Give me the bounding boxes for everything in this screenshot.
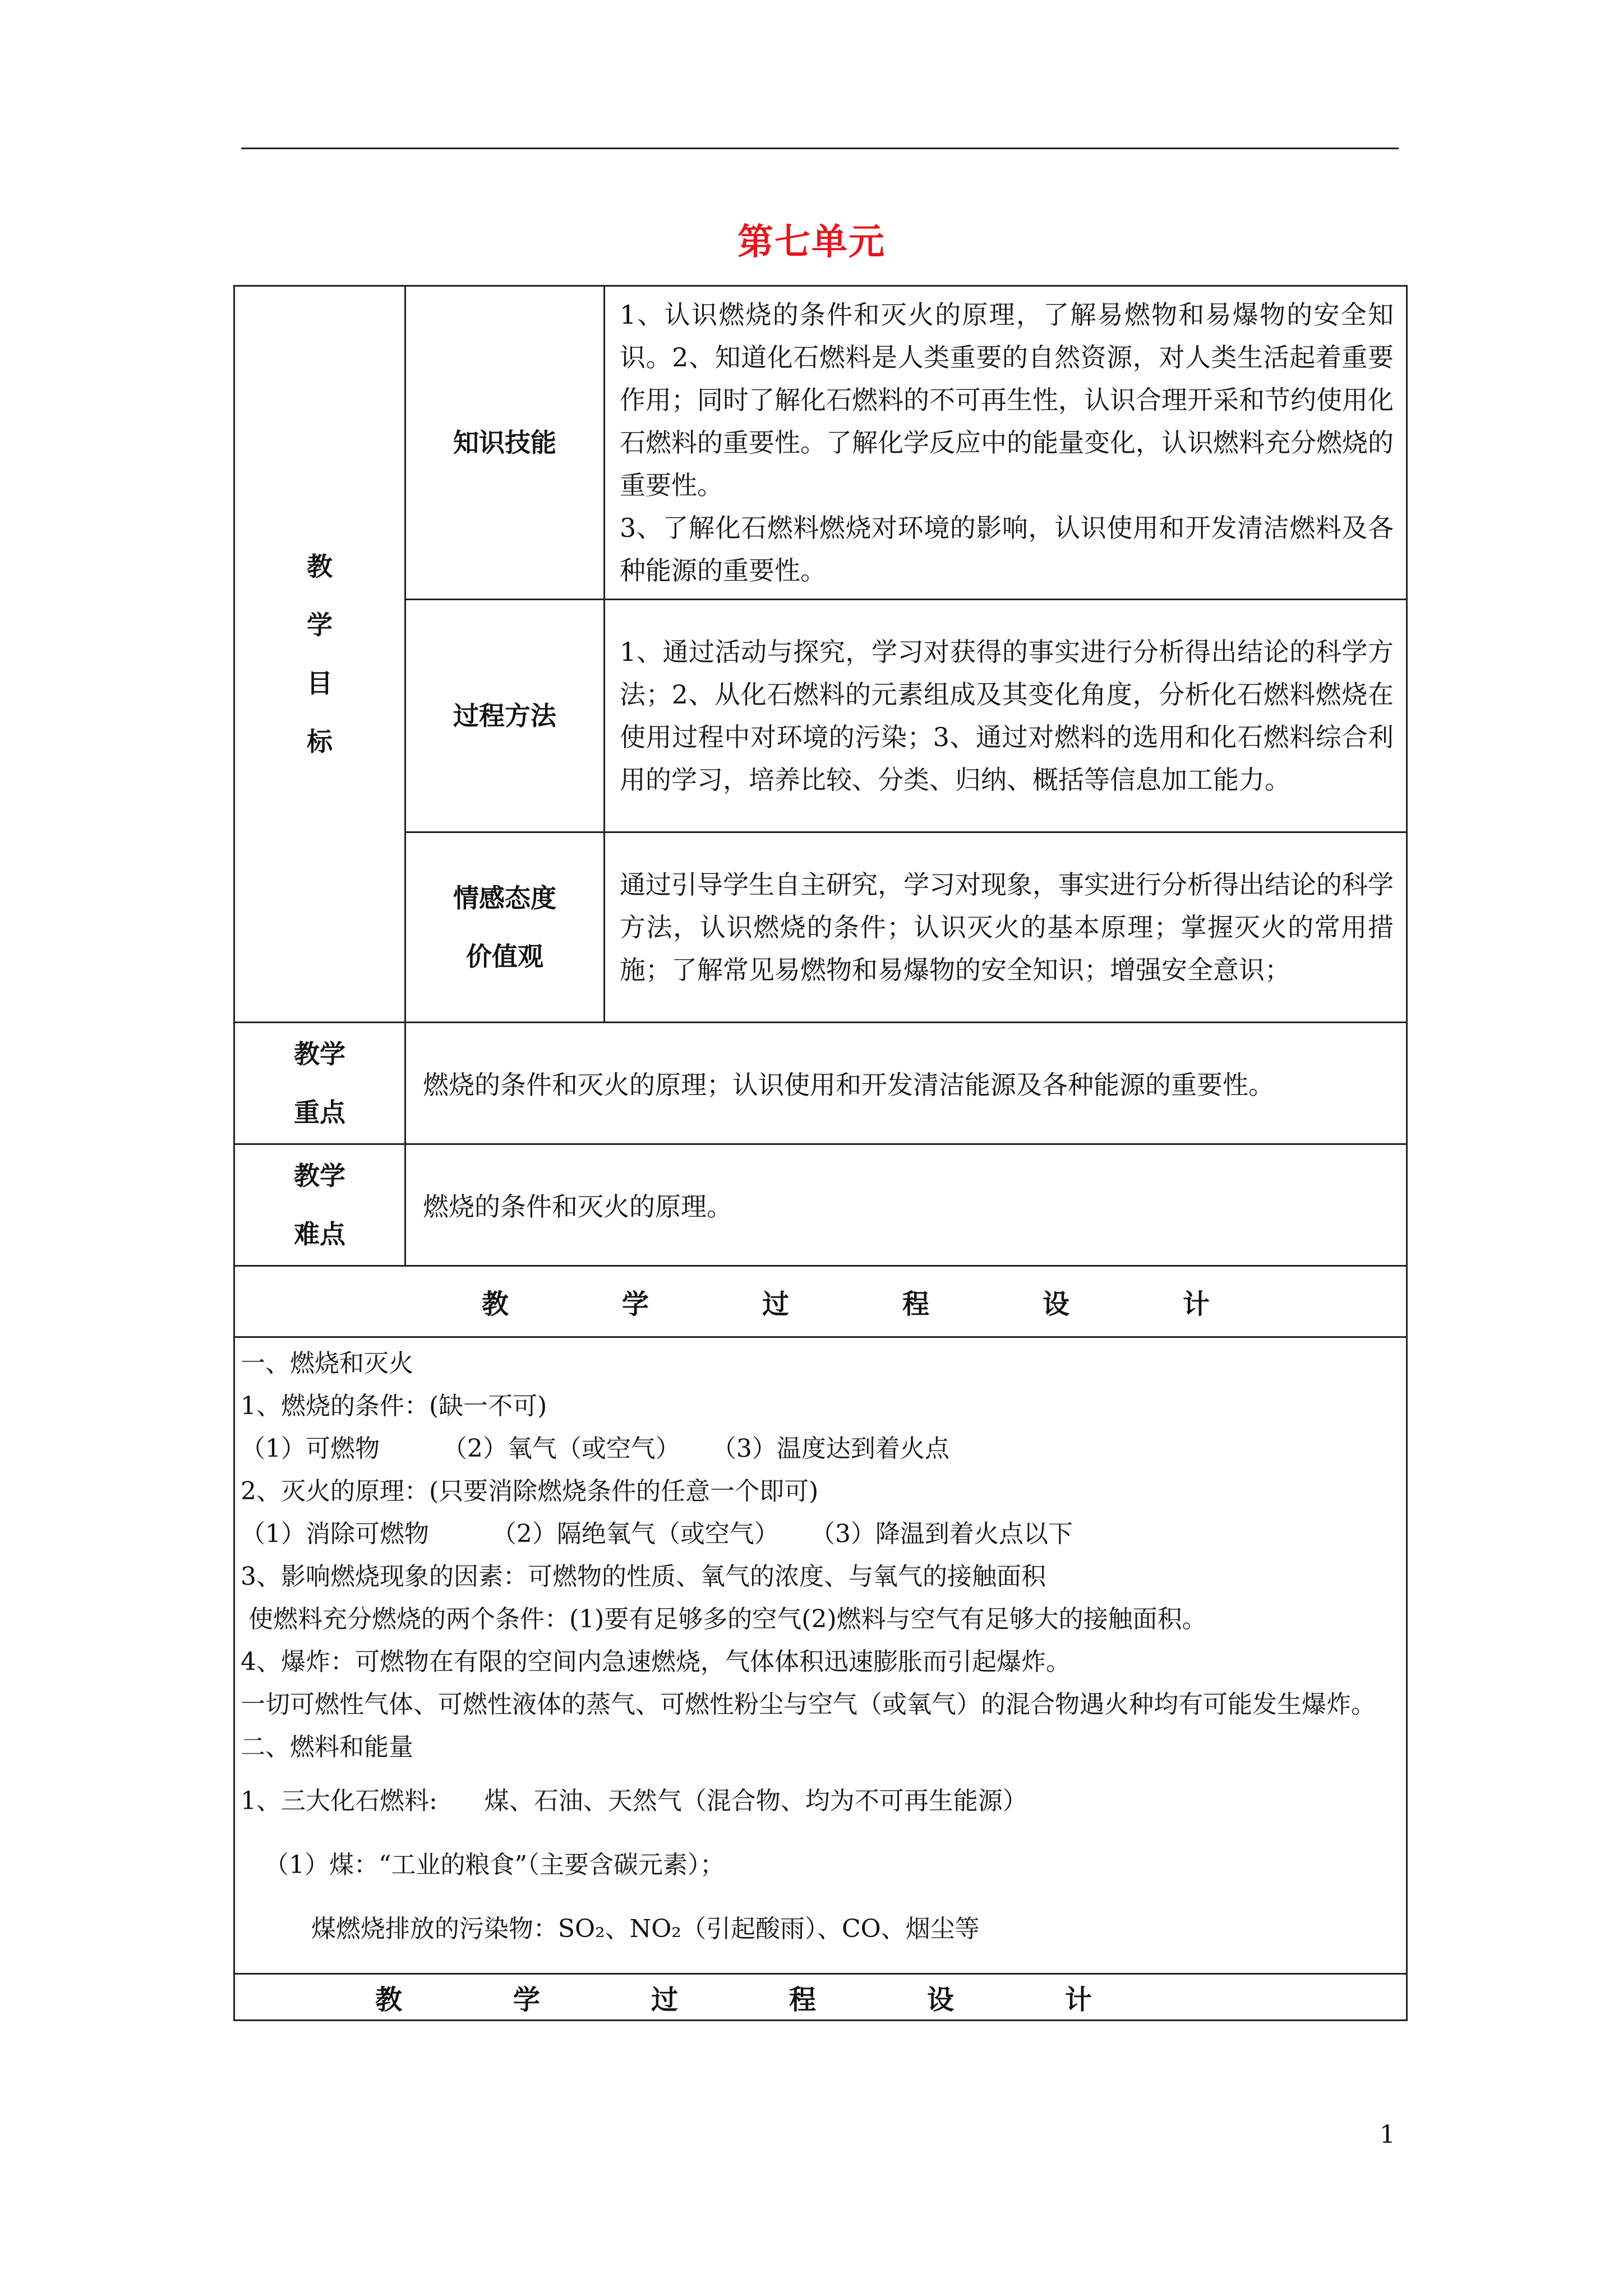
content-line: （1）消除可燃物 （2）隔绝氧气（或空气） （3）降温到着火点以下 bbox=[241, 1520, 1073, 1548]
process-method-label: 过程方法 bbox=[405, 600, 605, 832]
difficult-points-row bbox=[234, 1144, 1407, 1266]
knowledge-skills-para-2: 3、了解化石燃料燃烧对环境的影响，认识使用和开发清洁燃料及各种能源的重要性。 bbox=[620, 513, 1394, 586]
content-line: （1）可燃物 （2）氧气（或空气） （3）温度达到着火点 bbox=[241, 1434, 949, 1463]
process-header-char: 过 bbox=[762, 1288, 789, 1320]
attitude-values-label bbox=[405, 832, 605, 1023]
content-line: 一切可燃性气体、可燃性液体的蒸气、可燃性粉尘与空气（或氧气）的混合物遇火种均有可能发生爆炸。 bbox=[241, 1690, 1376, 1719]
content-line: 3、影响燃烧现象的因素：可燃物的性质、氧气的浓度、与氧气的接触面积 bbox=[241, 1562, 1046, 1591]
process-header-char: 过 bbox=[651, 1984, 678, 2016]
process-header-row-2 bbox=[234, 1974, 1407, 2021]
key-points-label bbox=[234, 1023, 405, 1144]
process-header-char: 程 bbox=[789, 1984, 816, 2016]
objectives-label-char: 标 bbox=[307, 726, 333, 757]
process-header-char: 教 bbox=[482, 1288, 509, 1320]
content-line: 煤燃烧排放的污染物：SO₂、NO₂（引起酸雨）、CO、烟尘等 bbox=[241, 1915, 980, 1943]
process-header-row bbox=[234, 1266, 1407, 1337]
content-line: 2、灭火的原理：(只要消除燃烧条件的任意一个即可) bbox=[241, 1477, 819, 1506]
objectives-label bbox=[234, 286, 405, 1023]
process-method-text bbox=[605, 600, 1407, 832]
difficult-points-label bbox=[234, 1144, 405, 1266]
content-line: （1）煤：“工业的粮食”（主要含碳元素）； bbox=[241, 1851, 725, 1879]
process-header-char: 设 bbox=[1042, 1288, 1069, 1320]
process-header-char: 设 bbox=[926, 1984, 954, 2016]
knowledge-skills-text bbox=[605, 286, 1407, 600]
content-line: 使燃料充分燃烧的两个条件：(1)要有足够多的空气(2)燃料与空气有足够大的接触面积。 bbox=[241, 1605, 1207, 1634]
content-line: 4、爆炸：可燃物在有限的空间内急速燃烧，气体体积迅速膨胀而引起爆炸。 bbox=[241, 1648, 1071, 1676]
key-points-label-line-1: 教学 bbox=[294, 1039, 345, 1069]
knowledge-skills-para-1: 1、认识燃烧的条件和灭火的原理，了解易燃物和易爆物的安全知识。2、知道化石燃料是人类重要的自然资源，对人类生活起着重要作用；同时了解化石燃料的不可再生性，认识合理开采和节约使用化石燃料的重要性。了解化学反应中的能量变化，认识燃料充分燃烧的重要性。 bbox=[620, 300, 1394, 500]
knowledge-skills-label: 知识技能 bbox=[405, 286, 605, 600]
process-header-2 bbox=[234, 1974, 1407, 2021]
difficult-points-label-line-2: 难点 bbox=[294, 1219, 345, 1249]
key-points-text: 燃烧的条件和灭火的原理；认识使用和开发清洁能源及各种能源的重要性。 bbox=[405, 1023, 1407, 1144]
objective-row-attitude bbox=[234, 832, 1407, 1023]
process-header-char: 程 bbox=[902, 1288, 929, 1320]
objective-row-process bbox=[234, 600, 1407, 832]
page-title: 第七单元 bbox=[737, 221, 886, 263]
process-content-row bbox=[234, 1337, 1407, 1974]
process-header bbox=[234, 1266, 1407, 1337]
attitude-label-line-2: 价值观 bbox=[466, 941, 543, 972]
lesson-plan-table bbox=[233, 285, 1408, 2021]
process-header-char: 学 bbox=[621, 1288, 649, 1320]
objectives-label-char: 目 bbox=[307, 668, 333, 698]
process-header-char: 学 bbox=[513, 1984, 540, 2016]
objectives-label-char: 学 bbox=[307, 610, 333, 640]
content-line: 二、燃料和能量 bbox=[241, 1733, 413, 1761]
content-line: 1、三大化石燃料: 煤、石油、天然气（混合物、均为不可再生能源） bbox=[241, 1787, 1027, 1815]
header-rule bbox=[241, 148, 1399, 149]
key-points-label-line-2: 重点 bbox=[294, 1097, 345, 1128]
attitude-label-line-1: 情感态度 bbox=[453, 883, 556, 913]
attitude-values-para: 通过引导学生自主研究，学习对现象，事实进行分析得出结论的科学方法，认识燃烧的条件；认识灭火的基本原理；掌握灭火的常用措施；了解常见易燃物和易爆物的安全知识；增强安全意识； bbox=[620, 869, 1394, 985]
objective-row-knowledge bbox=[234, 286, 1407, 600]
process-header-char: 计 bbox=[1064, 1984, 1092, 2016]
key-points-row bbox=[234, 1023, 1407, 1144]
page-number: 1 bbox=[1380, 2120, 1395, 2149]
process-header-char: 教 bbox=[375, 1984, 403, 2016]
content-line: 一、燃烧和灭火 bbox=[241, 1349, 413, 1378]
process-method-para: 1、通过活动与探究，学习对获得的事实进行分析得出结论的科学方法；2、从化石燃料的元素组成及其变化角度，分析化石燃料燃烧在使用过程中对环境的污染；3、通过对燃料的选用和化石燃料综合利用的学习，培养比较、分类、归纳、概括等信息加工能力。 bbox=[620, 637, 1394, 795]
process-content bbox=[234, 1337, 1407, 1974]
objectives-label-char: 教 bbox=[307, 551, 333, 582]
content-line: 1、燃烧的条件：(缺一不可) bbox=[241, 1392, 547, 1420]
process-header-char: 计 bbox=[1182, 1288, 1210, 1320]
difficult-points-text: 燃烧的条件和灭火的原理。 bbox=[405, 1144, 1407, 1266]
attitude-values-text bbox=[605, 832, 1407, 1023]
difficult-points-label-line-1: 教学 bbox=[294, 1161, 345, 1191]
